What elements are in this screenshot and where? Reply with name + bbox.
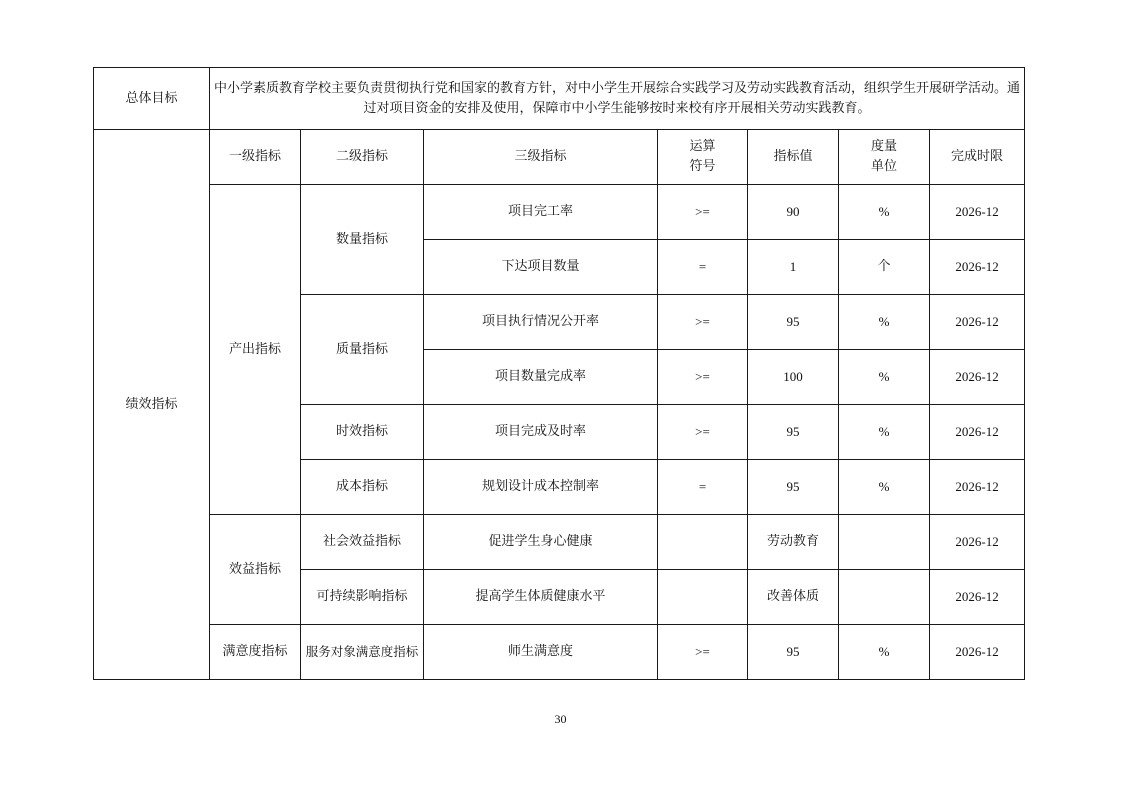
operator-cell: = (658, 460, 748, 515)
unit-cell (839, 515, 930, 570)
group-benefit: 效益指标 (210, 515, 301, 625)
deadline-cell: 2026-12 (930, 185, 1025, 240)
deadline-cell: 2026-12 (930, 350, 1025, 405)
subgroup-service: 服务对象满意度指标 (301, 625, 424, 680)
subgroup-quality: 质量指标 (301, 295, 424, 405)
value-cell: 劳动教育 (748, 515, 839, 570)
deadline-cell: 2026-12 (930, 295, 1025, 350)
table-row (94, 515, 1025, 570)
header-deadline: 完成时限 (930, 130, 1025, 185)
unit-cell: % (839, 405, 930, 460)
indicator-cell: 项目完工率 (424, 185, 658, 240)
deadline-cell: 2026-12 (930, 460, 1025, 515)
indicator-cell: 项目数量完成率 (424, 350, 658, 405)
group-output: 产出指标 (210, 185, 301, 515)
value-cell: 改善体质 (748, 570, 839, 625)
indicator-cell: 下达项目数量 (424, 240, 658, 295)
unit-cell (839, 570, 930, 625)
indicator-cell: 促进学生身心健康 (424, 515, 658, 570)
operator-cell (658, 570, 748, 625)
unit-cell: % (839, 350, 930, 405)
value-cell: 95 (748, 405, 839, 460)
subgroup-timeliness: 时效指标 (301, 405, 424, 460)
unit-cell: % (839, 185, 930, 240)
header-level1: 一级指标 (210, 130, 301, 185)
goal-label: 总体目标 (94, 68, 210, 130)
value-cell: 90 (748, 185, 839, 240)
operator-cell: = (658, 240, 748, 295)
group-satisfaction: 满意度指标 (210, 625, 301, 680)
goal-row (94, 68, 1025, 130)
operator-cell (658, 515, 748, 570)
operator-cell: >= (658, 295, 748, 350)
header-value: 指标值 (748, 130, 839, 185)
indicator-cell: 项目执行情况公开率 (424, 295, 658, 350)
table-row (94, 625, 1025, 680)
operator-cell: >= (658, 185, 748, 240)
deadline-cell: 2026-12 (930, 625, 1025, 680)
performance-label: 绩效指标 (94, 130, 210, 680)
header-level3: 三级指标 (424, 130, 658, 185)
indicator-cell: 项目完成及时率 (424, 405, 658, 460)
indicator-cell: 规划设计成本控制率 (424, 460, 658, 515)
unit-cell: % (839, 460, 930, 515)
unit-cell: 个 (839, 240, 930, 295)
unit-cell: % (839, 625, 930, 680)
value-cell: 100 (748, 350, 839, 405)
subgroup-quantity: 数量指标 (301, 185, 424, 295)
value-cell: 1 (748, 240, 839, 295)
indicator-cell: 提高学生体质健康水平 (424, 570, 658, 625)
subgroup-cost: 成本指标 (301, 460, 424, 515)
goal-text: 中小学素质教育学校主要负责贯彻执行党和国家的教育方针，对中小学生开展综合实践学习及劳动实践教育活动，组织学生开展研学活动。通过对项目资金的安排及使用，保障市中小学生能够按时来校有序开展相关劳动实践教育。 (210, 68, 1025, 130)
header-operator: 运算 符号 (658, 130, 748, 185)
header-row (94, 130, 1025, 185)
performance-table (93, 67, 1025, 680)
header-level2: 二级指标 (301, 130, 424, 185)
header-unit: 度量 单位 (839, 130, 930, 185)
unit-cell: % (839, 295, 930, 350)
indicator-cell: 师生满意度 (424, 625, 658, 680)
operator-cell: >= (658, 625, 748, 680)
value-cell: 95 (748, 460, 839, 515)
subgroup-social: 社会效益指标 (301, 515, 424, 570)
operator-cell: >= (658, 405, 748, 460)
table-row (94, 185, 1025, 240)
deadline-cell: 2026-12 (930, 515, 1025, 570)
subgroup-sustain: 可持续影响指标 (301, 570, 424, 625)
value-cell: 95 (748, 625, 839, 680)
deadline-cell: 2026-12 (930, 240, 1025, 295)
deadline-cell: 2026-12 (930, 570, 1025, 625)
operator-cell: >= (658, 350, 748, 405)
page-number: 30 (554, 712, 567, 726)
deadline-cell: 2026-12 (930, 405, 1025, 460)
value-cell: 95 (748, 295, 839, 350)
